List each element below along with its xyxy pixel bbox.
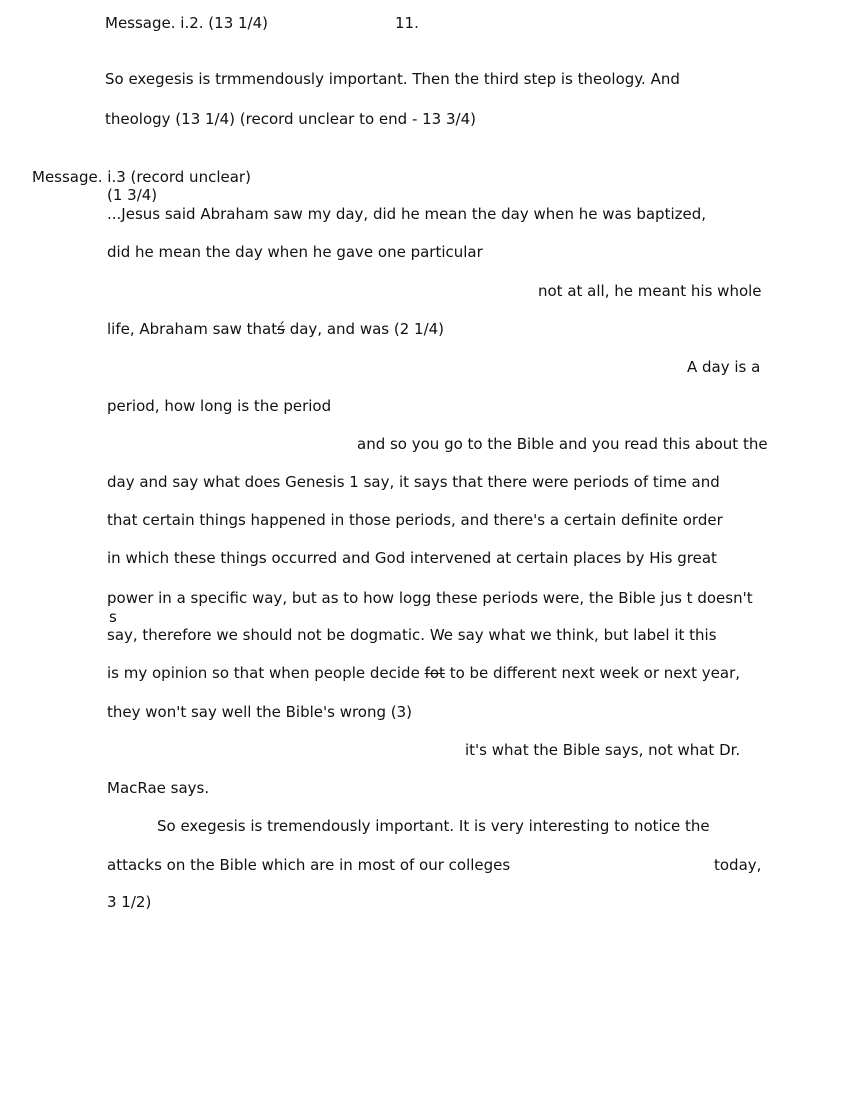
text-segment: day, and was (2 1/4) <box>284 320 445 338</box>
text-line: they won't say well the Bible's wrong (3) <box>107 703 413 721</box>
text-line: it's what the Bible says, not what Dr. <box>465 741 741 759</box>
text-segment: life, Abraham saw that <box>107 320 278 338</box>
text-line: A day is a <box>687 358 761 376</box>
text-line: 3 1/2) <box>107 893 152 911</box>
stray-character: s <box>109 608 117 626</box>
timestamp-note: (1 3/4) <box>107 186 158 204</box>
text-line: not at all, he meant his whole <box>538 282 762 300</box>
section-heading: Message. i.3 (record unclear) <box>32 168 251 186</box>
page-number: 11. <box>395 14 419 32</box>
struck-character: ś <box>277 320 285 338</box>
text-line: day and say what does Genesis 1 say, it says that there were periods of time and <box>107 473 720 491</box>
text-segment: to be different next week or next year, <box>444 664 741 682</box>
text-line: theology (13 1/4) (record unclear to end - 13 3/4) <box>105 110 476 128</box>
text-line: did he mean the day when he gave one particular <box>107 243 483 261</box>
text-line: power in a specific way, but as to how logg these periods were, the Bible jus t doesn't <box>107 589 753 607</box>
text-line: that certain things happened in those periods, and there's a certain definite order <box>107 511 723 529</box>
text-line: attacks on the Bible which are in most of our colleges <box>107 856 511 874</box>
text-line: MacRae says. <box>107 779 210 797</box>
text-line: say, therefore we should not be dogmatic. We say what we think, but label it this <box>107 626 717 644</box>
page-header: Message. i.2. (13 1/4) <box>105 14 268 32</box>
struck-word: fot <box>424 664 445 682</box>
text-line: and so you go to the Bible and you read this about the <box>357 435 768 453</box>
text-line: So exegesis is tremendously important. It is very interesting to notice the <box>157 817 710 835</box>
text-segment: is my opinion so that when people decide <box>107 664 420 682</box>
text-line: So exegesis is trmmendously important. Then the third step is theology. And <box>105 70 680 88</box>
text-line: today, <box>714 856 762 874</box>
text-line <box>107 664 740 682</box>
text-line: period, how long is the period <box>107 397 332 415</box>
text-line: ...Jesus said Abraham saw my day, did he mean the day when he was baptized, <box>107 205 707 223</box>
text-line <box>107 320 444 338</box>
text-line: in which these things occurred and God intervened at certain places by His great <box>107 549 717 567</box>
